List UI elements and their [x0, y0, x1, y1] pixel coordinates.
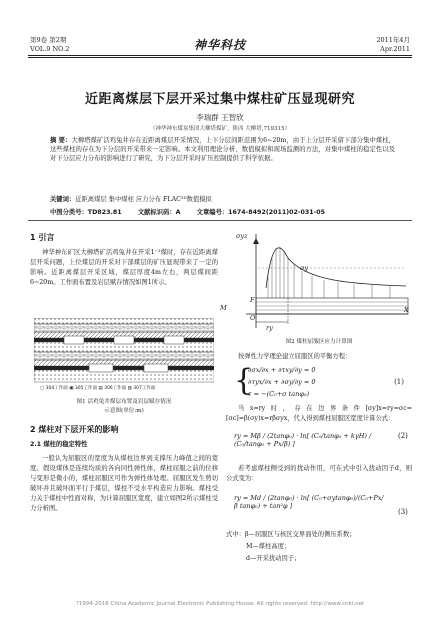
header-rule-2 [28, 57, 412, 58]
figure2-caption: 图2 煤柱屈服区应力计算图 [285, 339, 353, 345]
figure1-legend: ▢ 304工作面 ▣ 305工作面 ▤ 306工作面 ▥ 307工作面 [40, 386, 156, 391]
eq3-number: (3) [398, 508, 408, 516]
date-cn: 2011年4月 [376, 36, 410, 44]
equation-3: ry = Md / (2tanφ₀) · ln[ (C₀+σytanφ₀)/(C₀+Px/β tanφ₀) + tan²φ ] [234, 494, 384, 510]
eq1-line-1: ∂σx/∂x + ∂τxy/∂y = 0 [248, 366, 316, 374]
eq2-number: (2) [398, 432, 408, 440]
eq1-number: (1) [394, 378, 404, 386]
clc-number: 中图分类号：TD823.81 [50, 209, 122, 216]
definition-3: d—开采扰动因子； [246, 555, 301, 562]
fig2-label-f: F [250, 296, 255, 304]
definition-2: M—煤柱高度； [246, 543, 291, 550]
section1-heading: 1 引言 [30, 233, 55, 242]
keywords-text: 近距离煤层 集中煤柱 应力分布 FLAC³ᴰ数值模拟 [75, 196, 212, 203]
fig2-label-sigma-yz: σyz [236, 232, 248, 240]
disturbance-text: 若考虑煤柱侧受到的扰动作用，可在式中引入扰动因子d，则公式变为： [226, 465, 412, 482]
definition-1: 式中：β—屈服区与核区交界面处的侧压系数； [226, 531, 356, 538]
fig2-label-sigma-y: σy [300, 264, 309, 272]
journal-logo: 神华科技 [193, 38, 246, 52]
right-intro: 按弹性力学理论建立屈服区的平衡方程： [238, 353, 352, 360]
abstract-rule [28, 220, 412, 221]
classification-line [50, 207, 395, 216]
eq1-line-2: ∂τyx/∂x + ∂σy/∂y = 0 [248, 378, 316, 386]
figure1-caption-2: 示意图(单位:m) [104, 408, 144, 414]
authors: 李瑞群 王智欣 [196, 113, 244, 122]
article-title: 近距离煤层下层开采过集中煤柱矿压显现研究 [84, 92, 355, 107]
volume-en: VOL.9 NO.2 [30, 45, 70, 53]
section2-1-heading: 2.1 煤柱的稳定特性 [30, 441, 88, 448]
fig2-label-ry: ry [266, 324, 273, 332]
eq1-brace: { [234, 363, 254, 398]
figure1-caption: 图1 活鸡兔井煤层布置及岩层赋存情况 [76, 399, 172, 405]
abstract-label: 摘 要： [50, 137, 72, 144]
keywords [50, 194, 212, 203]
fig2-label-m: M [220, 304, 227, 312]
page-footer: ?1994-2016 China Academic Journal Electronic Publishing House. All rights reserved. http://www.cnki.net [75, 601, 365, 607]
fig2-label-x: X [404, 306, 409, 314]
section2-text: 一般认为屈服区的宽度为从煤柱边界到支撑压力峰值之间的宽度。假设煤体是连续均质的各向同性弹性体，煤柱屈服之前的位移与变形是微小的，煤柱屈服区可作为弹性体处理。屈服区发生剪切破坏并且破坏面平行于煤层，煤柱不受水平构造应力影响。煤柱受力关于煤柱中性面对称，为计算屈服区宽度，建立如图2所示煤柱受力分析图。 [30, 455, 218, 512]
section1-text: 神华神东矿区大柳塔矿活鸡兔井在开采1⁻²煤时，存在近距离煤层开采问题，上位煤层的开采对下部煤层的矿压显现带来了一定的影响。近距离煤层开采区域，煤层厚度4m左右，两层煤间距6~20m。工作面布置及岩层赋存情况如图1所示。 [30, 249, 218, 286]
abstract-text: 大柳塔煤矿活鸡兔井存在近距离煤层开采情况，上下分层间距范围为6~20m，由于上分层开采留下部分集中煤柱，这些煤柱的存在为下分层的开采带来一定影响。本文利用理论分析、数值模拟和现场监测的方法，对集中煤柱的稳定性以及对下分层应力分布的影响进行了研究，为下分层开采时矿压控制提供了科学依据。 [50, 137, 395, 163]
header-rule [28, 55, 412, 56]
date-en: Apr.2011 [380, 45, 410, 53]
equation-2: ry = Mβ / (2tanφ₀) · ln[ (C₀/tanφ₀ + kγH) / (C₀/tanφ₀ + Px/β) ] [234, 432, 372, 448]
keywords-label: 关键词： [50, 196, 76, 203]
volume-cn: 第9卷 第2期 [30, 36, 67, 44]
eq1-line-3: τ = −(C₀+σ tanφ₀) [248, 390, 310, 398]
section2-heading: 2 煤柱对下层开采的影响 [30, 425, 119, 434]
affiliation: （神华神东煤炭集团大柳塔煤矿，陕西 大柳塔,719315） [150, 126, 290, 132]
fig2-label-o: O [250, 314, 256, 322]
article-number: 文章编号：1674-8492(2011)02-031-05 [196, 209, 325, 216]
boundary-condition-text: 当x=ry时，存在边界条件[σy]x=ry=σc=[σc]=β(σy)x=rβσyx，代入得到煤柱屈服区宽度计算公式： [226, 405, 412, 422]
doc-code: 文献标识码：A [137, 209, 181, 216]
abstract [50, 136, 395, 164]
